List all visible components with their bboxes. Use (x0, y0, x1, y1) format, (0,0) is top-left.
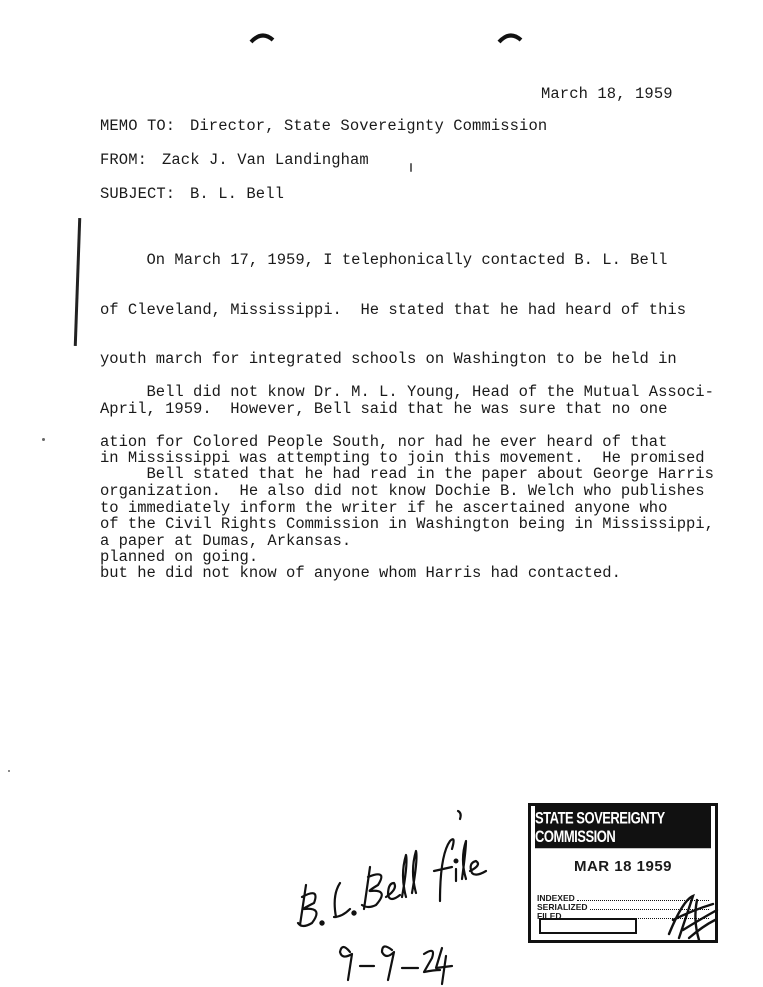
memo-to-label: MEMO TO: (100, 117, 176, 135)
body-paragraph-3 (100, 433, 714, 615)
from-label: FROM: (100, 151, 148, 169)
body-line: planned on going. (100, 548, 259, 566)
body-line: Bell stated that he had read in the paper about George Harris (100, 465, 714, 483)
margin-vertical-line (74, 218, 81, 346)
body-line: a paper at Dumas, Arkansas. (100, 531, 352, 550)
body-line: but he did not know of anyone whom Harris had contacted. (100, 564, 621, 582)
body-line: to immediately inform the writer if he ascertained anyone who (100, 498, 668, 517)
stamp-line-indexed: INDEXED (537, 894, 709, 903)
stamp-box (539, 918, 637, 934)
ink-speck (410, 163, 412, 172)
body-line: ation for Colored People South, nor had he ever heard of that (100, 432, 668, 451)
memo-to-value: Director, State Sovereignty Commission (190, 117, 548, 135)
ink-speck (8, 770, 10, 772)
stamp-line-filed: FILED (537, 912, 709, 921)
body-line: of Cleveland, Mississippi. He stated that he had heard of this (100, 300, 686, 319)
body-line: in Mississippi was attempting to join this movement. He promised (100, 449, 705, 467)
memo-date: March 18, 1959 (541, 85, 673, 103)
stamp-date: MAR 18 1959 (573, 858, 673, 875)
commission-received-stamp (528, 803, 718, 943)
stamp-header: STATE SOVEREIGNTY COMMISSION (535, 806, 711, 849)
body-line: On March 17, 1959, I telephonically contacted B. L. Bell (100, 251, 668, 269)
stamp-line-serialized: SERIALIZED (537, 903, 709, 912)
punch-hole-mark-right (497, 30, 523, 44)
body-line: organization. He also did not know Dochie B. Welch who publishes (100, 482, 705, 500)
handwritten-number (336, 938, 456, 986)
stamp-initials-scribble (663, 890, 719, 944)
from-value: Zack J. Van Landingham (162, 151, 369, 169)
subject-label: SUBJECT: (100, 185, 176, 203)
ink-speck (42, 438, 45, 441)
body-line: of the Civil Rights Commission in Washington being in Mississippi, (100, 514, 714, 533)
body-line: youth march for integrated schools on Washington to be held in (100, 350, 677, 368)
body-line: April, 1959. However, Bell said that he was sure that no one (100, 399, 668, 418)
handwritten-file-note (290, 805, 490, 935)
body-line: Bell did not know Dr. M. L. Young, Head of the Mutual Associ- (100, 383, 714, 401)
punch-hole-mark-left (249, 30, 275, 44)
subject-value: B. L. Bell (190, 185, 285, 203)
